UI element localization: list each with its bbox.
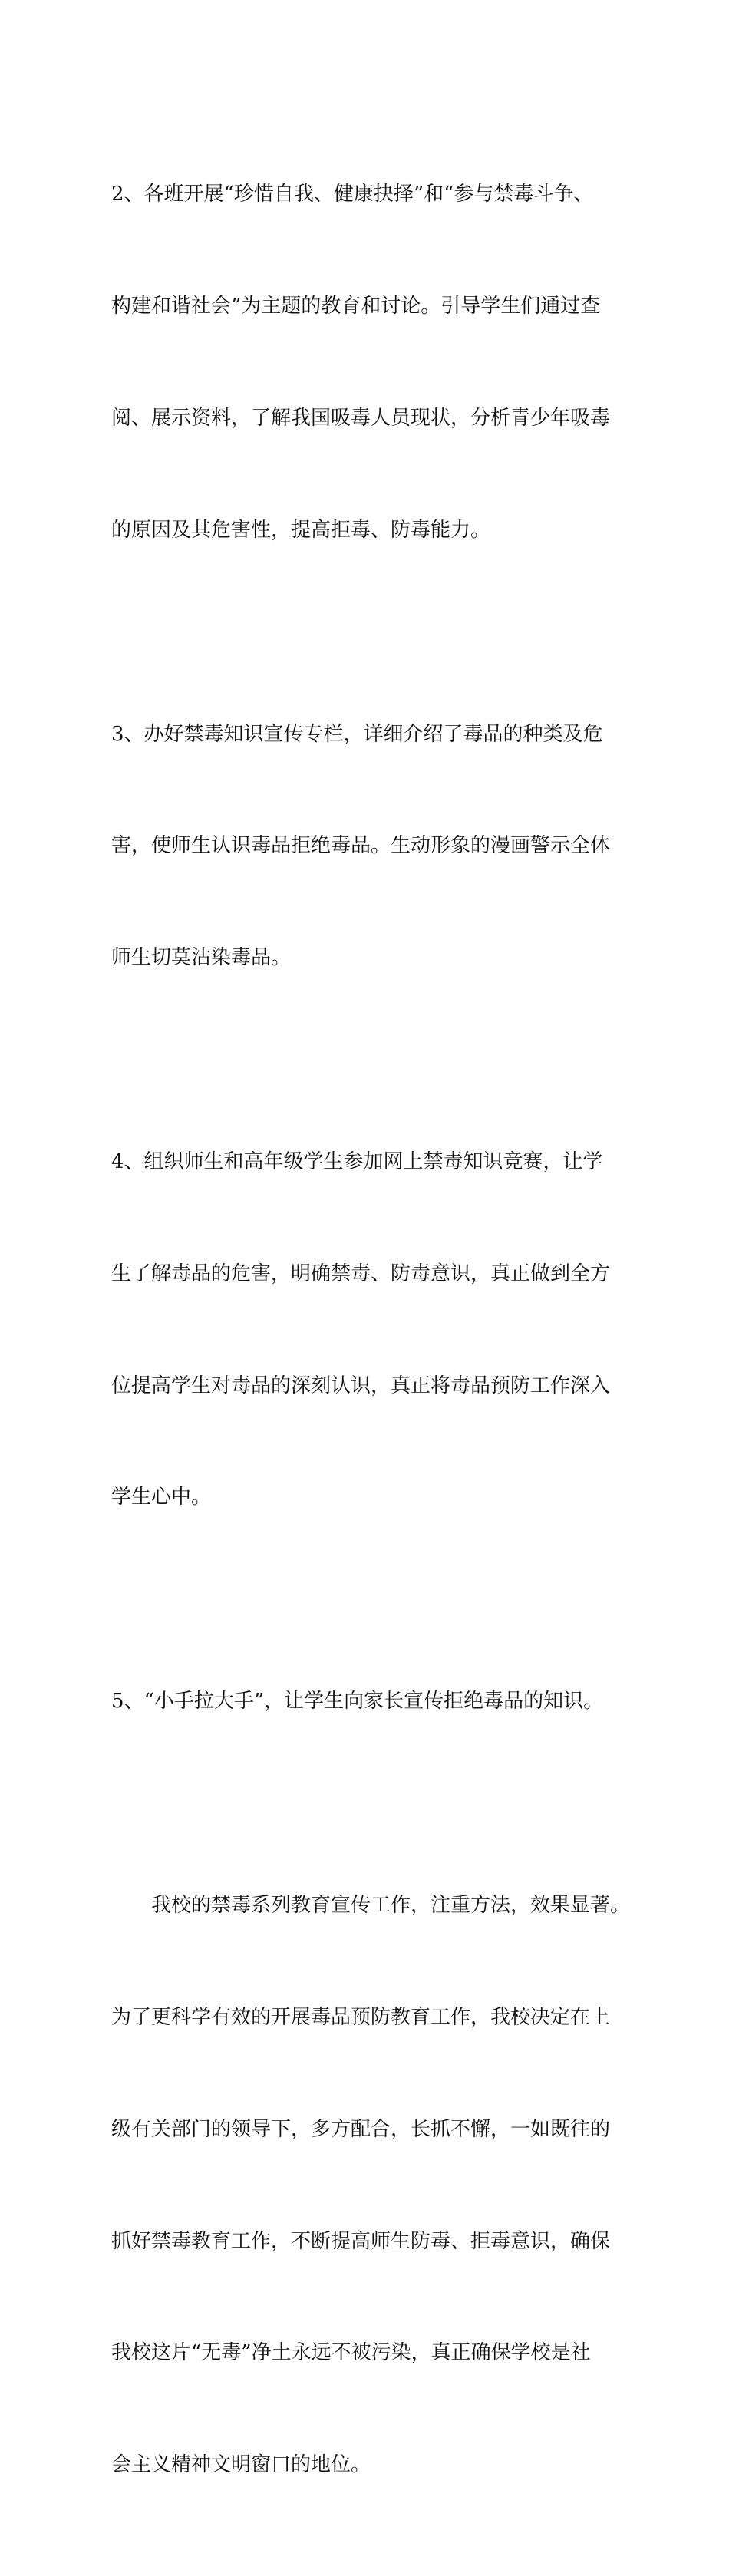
text-line: 的原因及其危害性，提高拒毒、防毒能力。 <box>111 518 491 542</box>
text-line: 级有关部门的领导下，多方配合，长抓不懈，一如既往的 <box>111 2117 611 2141</box>
paragraph-item-2 <box>111 101 622 623</box>
text-line: 学生心中。 <box>111 1486 212 1509</box>
text-line: 为了更科学有效的开展毒品预防教育工作，我校决定在上 <box>111 2006 611 2030</box>
text-line: 构建和谐社会”为主题的教育和讨论。引导学生们通过查 <box>111 294 601 318</box>
paragraph-item-5 <box>111 1608 622 1795</box>
text-line: 5、“小手拉大手”，让学生向家长宣传拒绝毒品的知识。 <box>111 1690 604 1713</box>
paragraph-conclusion <box>111 1812 631 2558</box>
paragraph-item-3 <box>111 641 622 1051</box>
text-line: 我校的禁毒系列教育宣传工作，注重方法，效果显著。 <box>151 1894 631 1918</box>
text-line: 害，使师生认识毒品拒绝毒品。生动形象的漫画警示全体 <box>111 834 611 858</box>
text-line: 2、各班开展“珍惜自我、健康抉择”和“参与禁毒斗争、 <box>111 183 594 206</box>
text-line: 3、办好禁毒知识宣传专栏，详细介绍了毒品的种类及危 <box>111 722 603 746</box>
document-body <box>111 101 631 2576</box>
text-line: 会主义精神文明窗口的地位。 <box>111 2453 371 2477</box>
text-line: 阅、展示资料，了解我国吸毒人员现状，分析青少年吸毒 <box>111 406 611 430</box>
text-line: 师生切莫沾染毒品。 <box>111 946 292 970</box>
text-line: 我校这片“无毒”净土永远不被污染，真正确保学校是社 <box>111 2341 591 2365</box>
text-line: 生了解毒品的危害，明确禁毒、防毒意识，真正做到全方 <box>111 1262 611 1285</box>
paragraph-item-4 <box>111 1069 622 1591</box>
text-line: 抓好禁毒教育工作，不断提高师生防毒、拒毒意识，确保 <box>111 2229 611 2253</box>
text-line: 位提高学生对毒品的深刻认识，真正将毒品预防工作深入 <box>111 1374 611 1397</box>
text-line: 4、组织师生和高年级学生参加网上禁毒知识竞赛，让学 <box>111 1150 603 1174</box>
